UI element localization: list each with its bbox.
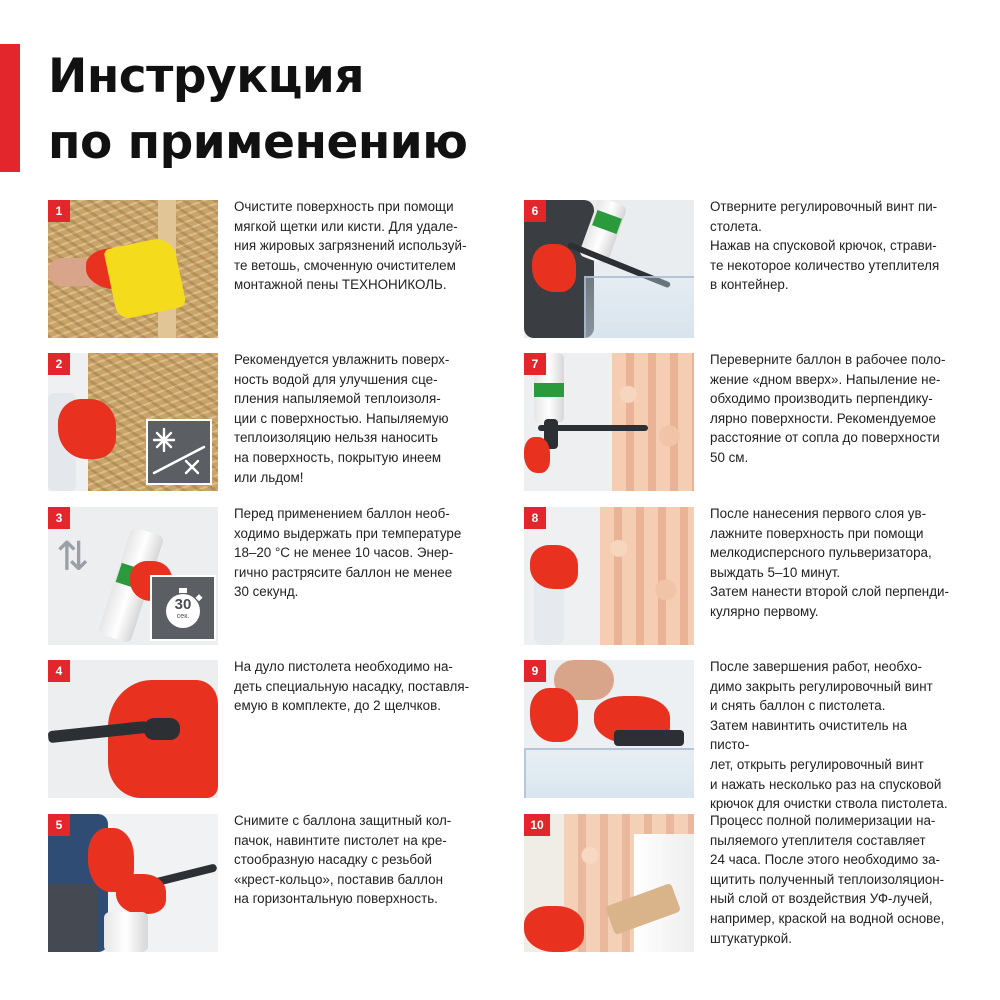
step-4 [48,660,508,800]
page-title-line-2: по применению [48,115,468,170]
step-3-number-badge: 3 [48,507,70,529]
step-2-photo [48,353,218,491]
step-5-text: Снимите с баллона защитный кол- пачок, навинтите пистолет на кре- стообразную насадку с резьбой «крест-кольцо», поставив баллон на горизонтальную поверхность. [234,813,452,907]
step-6-text: Отверните регулировочный винт пи- столета. Нажав на спусковой крючок, страви- те некоторое количество утеплителя в контейнер. [710,199,940,293]
step-3-photo [48,507,218,645]
step-6 [524,200,984,340]
step-4-photo [48,660,218,798]
step-9-text: После завершения работ, необхо- димо закрыть регулировочный винт и снять баллон с пистолета. Затем навинтить очиститель на писто- лет, открыть регулировочный винт и нажать несколько раз на спусковой крючок для очистки ствола пистолета. [710,659,948,812]
step-2-number-badge: 2 [48,353,70,375]
timer-number: 30 [174,596,192,613]
step-8-photo [524,507,694,645]
snowflake-frost-icon [146,419,212,485]
step-3-text: Перед применением баллон необ- ходимо выдержать при температуре 18–20 °С не менее 10 часов. Энер- гично растрясите баллон не менее 30 секунд. [234,506,462,600]
step-6-photo [524,200,694,338]
step-8-text: После нанесения первого слоя ув- лажните поверхность при помощи мелкодисперсного пульверизатора, выждать 5–10 минут. Затем нанести второй слой перпенди- кулярно первому. [710,506,949,619]
step-8 [524,507,984,647]
step-10-photo [524,814,694,952]
step-1-photo [48,200,218,338]
step-10 [524,814,984,954]
step-6-number-badge: 6 [524,200,546,222]
step-10-text: Процесс полной полимеризации на- пыляемого утеплителя составляет 24 часа. После этого необходимо за- щитить полученный теплоизоляцион- ный слой от воздействия УФ-лучей, например, краской на водной основе, штукатуркой. [710,813,945,946]
step-7-text: Переверните баллон в рабочее поло- жение «дном вверх». Напыление не- обходимо производить перпендику- лярно поверхности. Рекомендуемое расстояние от сопла до поверхности 50 см. [710,352,946,465]
step-5-number-badge: 5 [48,814,70,836]
step-9 [524,659,984,812]
step-7-photo [524,353,694,491]
page-title [48,44,467,176]
step-7-number-badge: 7 [524,353,546,375]
stopwatch-30-icon [150,575,216,641]
step-9-photo [524,660,694,798]
red-accent-bar [0,44,20,172]
step-1 [48,200,508,340]
step-8-number-badge: 8 [524,507,546,529]
step-2 [48,353,508,493]
step-7 [524,353,984,493]
step-5 [48,814,508,954]
step-3 [48,507,508,647]
step-10-number-badge: 10 [524,814,550,836]
step-4-text: На дуло пистолета необходимо на- деть специальную насадку, поставля- емую в комплекте, до 2 щелчков. [234,659,470,714]
step-1-text: Очистите поверхность при помощи мягкой щетки или кисти. Для удале- ния жировых загрязнений используй- те ветошь, смоченную очистителем монтажной пены ТЕХНОНИКОЛЬ. [234,199,467,293]
timer-unit: сек. [176,613,190,620]
step-1-number-badge: 1 [48,200,70,222]
step-4-number-badge: 4 [48,660,70,682]
step-9-number-badge: 9 [524,660,546,682]
step-5-photo [48,814,218,952]
up-down-arrows-icon: ⇅ [56,534,90,580]
page-title-line-1: Инструкция [48,49,365,104]
step-2-text: Рекомендуется увлажнить поверх- ность водой для улучшения сце- пления напыляемой теплоизоля- ции с поверхностью. Напыляемую теплоизоляцию нельзя наносить на поверхность, покрытую инеем или льдом! [234,352,450,485]
